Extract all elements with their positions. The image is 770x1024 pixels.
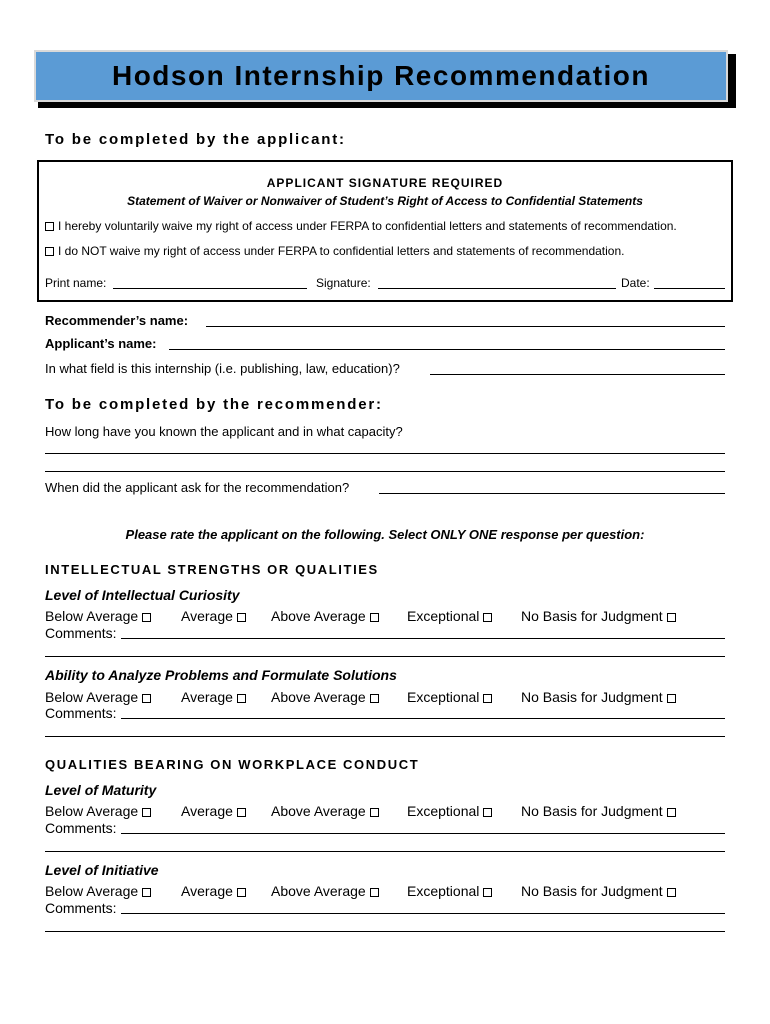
rating-item-title: Level of Intellectual Curiosity [45, 587, 240, 603]
checkbox[interactable] [142, 888, 151, 897]
option-exceptional[interactable] [407, 803, 492, 819]
rating-item-title: Level of Initiative [45, 862, 159, 878]
option-label: Average [181, 803, 233, 819]
option-exceptional[interactable] [407, 689, 492, 705]
waive-option-label: I hereby voluntarily waive my right of access under FERPA to confidential letters and statements of recommendation. [58, 219, 677, 233]
checkbox[interactable] [237, 888, 246, 897]
recommender-section-heading: To be completed by the recommender: [45, 396, 383, 413]
signature-field[interactable] [378, 288, 616, 289]
option-above-average[interactable] [271, 608, 379, 624]
option-label: Average [181, 689, 233, 705]
option-above-average[interactable] [271, 803, 379, 819]
option-no-basis[interactable] [521, 883, 676, 899]
option-label: Exceptional [407, 608, 480, 624]
comments-label: Comments: [45, 705, 117, 721]
option-label: Above Average [271, 883, 366, 899]
date-field[interactable] [654, 288, 725, 289]
applicant-name-label: Applicant’s name: [45, 336, 157, 351]
option-below-average[interactable] [45, 689, 151, 705]
option-below-average[interactable] [45, 608, 151, 624]
comments-label: Comments: [45, 820, 117, 836]
when-asked-question: When did the applicant ask for the recommendation? [45, 480, 350, 495]
page-title: Hodson Internship Recommendation [111, 60, 651, 91]
checkbox[interactable] [483, 808, 492, 817]
option-no-basis[interactable] [521, 803, 676, 819]
waive-checkbox[interactable] [45, 222, 54, 231]
how-long-answer-line-2[interactable] [45, 471, 725, 472]
option-label: Exceptional [407, 689, 480, 705]
option-no-basis[interactable] [521, 689, 676, 705]
print-name-field[interactable] [113, 288, 307, 289]
option-label: No Basis for Judgment [521, 803, 663, 819]
option-label: Average [181, 883, 233, 899]
not-waive-option[interactable] [45, 244, 625, 258]
recommender-name-label: Recommender’s name: [45, 313, 189, 328]
not-waive-option-label: I do NOT waive my right of access under FERPA to confidential letters and statements of recommendation. [58, 244, 625, 258]
checkbox[interactable] [370, 694, 379, 703]
checkbox[interactable] [667, 613, 676, 622]
checkbox[interactable] [370, 613, 379, 622]
option-label: No Basis for Judgment [521, 608, 663, 624]
signature-box-heading: APPLICANT SIGNATURE REQUIRED [266, 176, 504, 190]
checkbox[interactable] [237, 808, 246, 817]
checkbox[interactable] [483, 694, 492, 703]
date-label: Date: [621, 276, 650, 290]
option-label: No Basis for Judgment [521, 689, 663, 705]
print-name-label: Print name: [45, 276, 107, 290]
option-average[interactable] [181, 803, 246, 819]
not-waive-checkbox[interactable] [45, 247, 54, 256]
comments-line-2[interactable] [45, 931, 725, 932]
checkbox[interactable] [237, 694, 246, 703]
recommender-name-field[interactable] [206, 326, 725, 327]
category-heading: INTELLECTUAL STRENGTHS OR QUALITIES [45, 562, 379, 577]
field-question: In what field is this internship (i.e. publishing, law, education)? [45, 361, 400, 376]
option-below-average[interactable] [45, 803, 151, 819]
option-label: Below Average [45, 803, 139, 819]
checkbox[interactable] [142, 694, 151, 703]
option-label: Below Average [45, 883, 139, 899]
option-label: No Basis for Judgment [521, 883, 663, 899]
checkbox[interactable] [142, 808, 151, 817]
how-long-answer-line-1[interactable] [45, 453, 725, 454]
comments-label: Comments: [45, 900, 117, 916]
checkbox[interactable] [142, 613, 151, 622]
option-average[interactable] [181, 608, 246, 624]
checkbox[interactable] [667, 694, 676, 703]
applicant-section-heading: To be completed by the applicant: [45, 131, 346, 148]
comments-line-2[interactable] [45, 851, 725, 852]
option-label: Below Average [45, 689, 139, 705]
comments-line-2[interactable] [45, 736, 725, 737]
signature-label: Signature: [316, 276, 371, 290]
comments-line-1[interactable] [121, 718, 725, 719]
option-label: Exceptional [407, 803, 480, 819]
checkbox[interactable] [483, 613, 492, 622]
option-below-average[interactable] [45, 883, 151, 899]
option-exceptional[interactable] [407, 883, 492, 899]
checkbox[interactable] [483, 888, 492, 897]
checkbox[interactable] [667, 808, 676, 817]
checkbox[interactable] [237, 613, 246, 622]
option-label: Above Average [271, 689, 366, 705]
comments-line-1[interactable] [121, 833, 725, 834]
checkbox[interactable] [370, 888, 379, 897]
how-long-question: How long have you known the applicant and in what capacity? [45, 424, 403, 439]
option-average[interactable] [181, 689, 246, 705]
comments-line-1[interactable] [121, 638, 725, 639]
title-banner [34, 50, 736, 110]
checkbox[interactable] [667, 888, 676, 897]
when-asked-answer[interactable] [379, 493, 725, 494]
option-label: Above Average [271, 803, 366, 819]
signature-box-subheading: Statement of Waiver or Nonwaiver of Student’s Right of Access to Confidential Statements [127, 194, 643, 208]
option-average[interactable] [181, 883, 246, 899]
comments-line-2[interactable] [45, 656, 725, 657]
category-heading: QUALITIES BEARING ON WORKPLACE CONDUCT [45, 757, 420, 772]
waive-option[interactable] [45, 219, 677, 233]
rating-item-title: Ability to Analyze Problems and Formulate Solutions [45, 667, 397, 683]
option-label: Exceptional [407, 883, 480, 899]
rating-item-title: Level of Maturity [45, 782, 157, 798]
comments-label: Comments: [45, 625, 117, 641]
option-label: Above Average [271, 608, 366, 624]
checkbox[interactable] [370, 808, 379, 817]
option-above-average[interactable] [271, 883, 379, 899]
option-label: Below Average [45, 608, 139, 624]
field-answer[interactable] [430, 374, 725, 375]
applicant-name-field[interactable] [169, 349, 725, 350]
option-label: Average [181, 608, 233, 624]
option-exceptional[interactable] [407, 608, 492, 624]
option-above-average[interactable] [271, 689, 379, 705]
comments-line-1[interactable] [121, 913, 725, 914]
option-no-basis[interactable] [521, 608, 676, 624]
rating-instruction: Please rate the applicant on the following. Select ONLY ONE response per question: [125, 527, 645, 542]
